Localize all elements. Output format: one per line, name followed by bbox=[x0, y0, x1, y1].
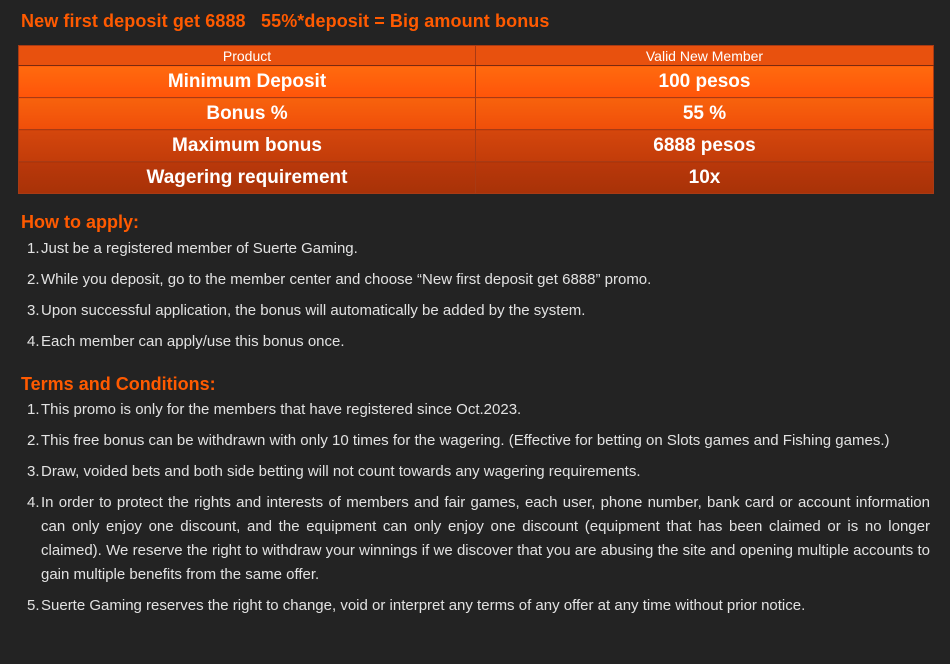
row-value: 100 pesos bbox=[476, 66, 934, 98]
table-row bbox=[19, 130, 934, 162]
item-number: 2. bbox=[27, 271, 40, 288]
how-to-apply-heading: How to apply: bbox=[21, 212, 139, 232]
list-item bbox=[27, 398, 930, 422]
table-row bbox=[19, 98, 934, 130]
list-item bbox=[27, 299, 930, 323]
list-item bbox=[27, 268, 930, 292]
list-item bbox=[27, 330, 930, 354]
item-number: 4. bbox=[27, 494, 40, 511]
list-item bbox=[27, 460, 930, 484]
how-to-apply-list bbox=[27, 237, 930, 361]
item-number: 1. bbox=[27, 240, 40, 257]
item-text: In order to protect the rights and interests of members and fair games, each user, phone number, bank card or account information can only enjoy one discount, and the equipment can only enjoy one discount (equipment that has been claimed or is no longer claimed). We reserve the right to withdraw your winnings if we discover that you are abusing the site and opening multiple accounts to gain multiple benefits from the same offer. bbox=[41, 494, 930, 583]
item-text: Each member can apply/use this bonus once. bbox=[41, 333, 345, 350]
item-number: 2. bbox=[27, 432, 40, 449]
row-value: 6888 pesos bbox=[476, 130, 934, 162]
item-text: While you deposit, go to the member center and choose “New first deposit get 6888” promo. bbox=[41, 271, 652, 288]
row-value: 55 % bbox=[476, 98, 934, 130]
list-item bbox=[27, 594, 930, 618]
item-text: Draw, voided bets and both side betting will not count towards any wagering requirements. bbox=[41, 463, 641, 480]
list-item bbox=[27, 429, 930, 453]
item-number: 1. bbox=[27, 401, 40, 418]
column-header-product: Product bbox=[19, 46, 476, 66]
table-row bbox=[19, 66, 934, 98]
item-text: This free bonus can be withdrawn with only 10 times for the wagering. (Effective for betting on Slots games and Fishing games.) bbox=[41, 432, 890, 449]
item-number: 3. bbox=[27, 463, 40, 480]
terms-list bbox=[27, 398, 930, 625]
bonus-table bbox=[18, 45, 934, 194]
list-item bbox=[27, 237, 930, 261]
row-label: Maximum bonus bbox=[19, 130, 476, 162]
row-label: Bonus % bbox=[19, 98, 476, 130]
terms-heading: Terms and Conditions: bbox=[21, 374, 216, 394]
row-label: Minimum Deposit bbox=[19, 66, 476, 98]
item-text: This promo is only for the members that have registered since Oct.2023. bbox=[41, 401, 522, 418]
table-header-row bbox=[19, 46, 934, 66]
row-value: 10x bbox=[476, 162, 934, 194]
item-number: 3. bbox=[27, 302, 40, 319]
item-number: 5. bbox=[27, 597, 40, 614]
table-row bbox=[19, 162, 934, 194]
item-number: 4. bbox=[27, 333, 40, 350]
item-text: Suerte Gaming reserves the right to change, void or interpret any terms of any offer at any time without prior notice. bbox=[41, 597, 806, 614]
list-item bbox=[27, 491, 930, 587]
column-header-valid-new-member: Valid New Member bbox=[476, 46, 934, 66]
row-label: Wagering requirement bbox=[19, 162, 476, 194]
promo-title: New first deposit get 6888 55%*deposit = Big amount bonus bbox=[21, 11, 550, 31]
item-text: Just be a registered member of Suerte Gaming. bbox=[41, 240, 358, 257]
item-text: Upon successful application, the bonus will automatically be added by the system. bbox=[41, 302, 586, 319]
